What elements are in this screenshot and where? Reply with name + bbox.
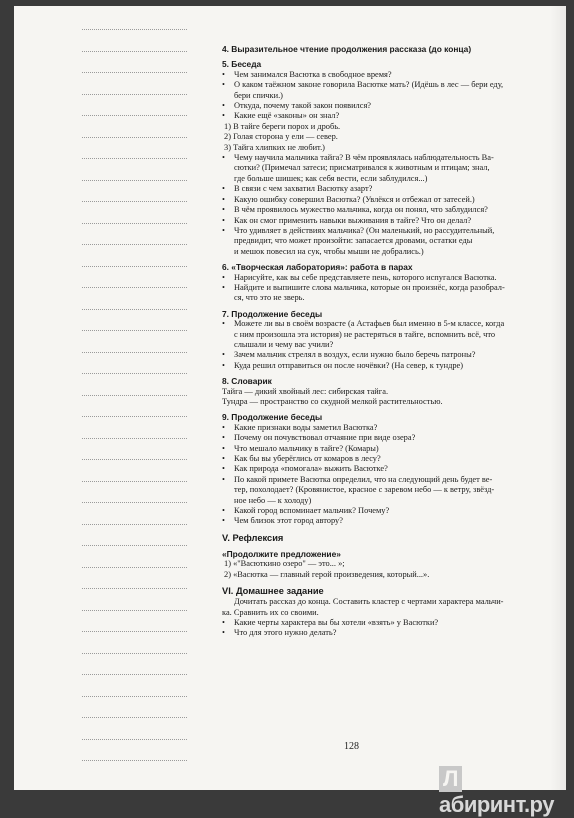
text-line: ка. Сравнить их со своими. — [222, 607, 319, 617]
text-line: 2) Голая сторона у ели — север. — [224, 132, 338, 142]
margin-line — [82, 523, 187, 525]
question-item: • В чём проявилось мужество мальчика, когда он понял, что заблудился? — [222, 205, 574, 215]
section-5-title: 5. Беседа — [222, 59, 262, 70]
section-8-title: 8. Словарик — [222, 376, 272, 387]
margin-line — [82, 566, 187, 568]
question-item: • Какие ещё «законы» он знал? — [222, 111, 574, 121]
section-v-subtitle: «Продолжите предложение» — [222, 548, 341, 559]
margin-line — [82, 437, 187, 439]
text-line: 1) «"Васюткино озеро" — это... »; — [224, 559, 345, 569]
question-item: • Можете ли вы в своём возрасте (а Астафьев был именно в 5-м классе, когда — [222, 319, 574, 329]
margin-line — [82, 243, 187, 245]
margin-line — [82, 157, 187, 159]
text-line: 3) Тайга хлипких не любит.) — [224, 142, 325, 152]
text-line: Тайга — дикий хвойный лес: сибирская тайга. — [222, 386, 389, 396]
margin-line — [82, 136, 187, 138]
watermark-text: абиринт.ру — [439, 792, 554, 817]
question-item: • Чему научила мальчика тайга? В чём проявлялась наблюдательность Ва- — [222, 153, 574, 163]
margin-line — [82, 587, 187, 589]
margin-line — [82, 695, 187, 697]
text-line: с ним произошла эта история) не растеряться в тайге, вспомнить всё, что — [234, 329, 496, 339]
section-6-title: 6. «Творческая лаборатория»: работа в парах — [222, 262, 413, 273]
question-item: • Что удивляет в действиях мальчика? (Он маленький, но рассудительный, — [222, 226, 574, 236]
question-item: • Как природа «помогала» выжить Васютке? — [222, 464, 574, 474]
text-line: бери спички.) — [234, 90, 283, 100]
text-line: Тундра — пространство со скудной мелкой растительностью. — [222, 397, 443, 406]
margin-line — [82, 738, 187, 740]
text-line: ся, что это не зверь. — [234, 293, 305, 303]
page-number: 128 — [344, 741, 359, 752]
question-item: • Чем занимался Васютка в свободное время? — [222, 70, 574, 80]
margin-line — [82, 501, 187, 503]
margin-line — [82, 93, 187, 95]
section-vi-title: VI. Домашнее задание — [222, 586, 324, 597]
section-9-title: 9. Продолжение беседы — [222, 412, 323, 423]
section-9-body — [222, 423, 574, 527]
margin-line — [82, 480, 187, 482]
margin-line — [82, 630, 187, 632]
text-line: и мешок повесил на сук, чтобы мыши не добрались.) — [234, 246, 424, 256]
margin-line — [82, 544, 187, 546]
margin-line — [82, 458, 187, 460]
margin-line — [82, 222, 187, 224]
text-line: предвидит, что может произойти: запасается дровами, остатки еды — [234, 236, 473, 246]
book-page — [14, 6, 566, 817]
question-item: • Как бы вы уберёглись от комаров в лесу? — [222, 454, 574, 464]
question-item: • Куда решил отправиться он после ночёвки? (На север, к тундре) — [222, 361, 574, 371]
notes-margin — [82, 28, 187, 781]
question-item: • Какую ошибку совершил Васютка? (Увлёкся и отбежал от затесей.) — [222, 195, 574, 205]
margin-line — [82, 265, 187, 267]
question-item: • Почему он почувствовал отчаяние при виде озера? — [222, 433, 574, 443]
margin-line — [82, 28, 187, 30]
margin-line — [82, 394, 187, 396]
question-item: • Зачем мальчик стрелял в воздух, если нужно было беречь патроны? — [222, 350, 574, 360]
section-4-title: 4. Выразительное чтение продолжения рассказа (до конца) — [222, 44, 472, 54]
margin-line — [82, 114, 187, 116]
margin-line — [82, 415, 187, 417]
question-item: • Нарисуйте, как вы себе представляете пень, которого испугался Васютка. — [222, 273, 574, 283]
question-item: • Как он смог применить навыки выживания в тайге? Что он делал? — [222, 216, 574, 226]
margin-line — [82, 71, 187, 73]
text-line: слышали и чему вас учили? — [234, 339, 334, 349]
margin-line — [82, 716, 187, 718]
margin-line — [82, 652, 187, 654]
watermark-logo-letter: Л — [439, 766, 462, 792]
watermark — [439, 766, 566, 818]
text-line: Дочитать рассказ до конца. Составить кластер с чертами характера мальчи- — [234, 597, 504, 607]
section-5-body — [222, 70, 574, 257]
question-item: • О каком таёжном законе говорила Васютке мать? (Идёшь в лес — бери еду, — [222, 80, 574, 90]
margin-line — [82, 372, 187, 374]
margin-line — [82, 286, 187, 288]
question-item: • Чем близок этот город автору? — [222, 516, 574, 526]
text-line: где больше шишек; как себя вести, если заблудился...) — [234, 173, 428, 183]
section-vi-body — [222, 597, 574, 639]
section-8-body — [222, 387, 574, 408]
section-v-title: V. Рефлексия — [222, 532, 284, 543]
question-item: • В связи с чем захватил Васютку азарт? — [222, 184, 574, 194]
margin-line — [82, 200, 187, 202]
margin-line — [82, 351, 187, 353]
section-v-body — [222, 559, 574, 580]
question-item: • Что для этого нужно делать? — [222, 628, 574, 638]
page-edge-shadow — [550, 6, 566, 790]
question-item: • Найдите и выпишите слова мальчика, которые он произнёс, когда разобрал- — [222, 283, 574, 293]
question-item: • По какой примете Васютка определил, что на следующий день будет ве- — [222, 475, 574, 485]
margin-line — [82, 329, 187, 331]
margin-line — [82, 609, 187, 611]
margin-line — [82, 179, 187, 181]
margin-line — [82, 50, 187, 52]
text-line: ное небо — к холоду) — [234, 495, 312, 505]
section-6-body — [222, 273, 574, 304]
question-item: • Какой город вспоминает мальчик? Почему? — [222, 506, 574, 516]
margin-line — [82, 308, 187, 310]
section-7-body — [222, 319, 574, 371]
text-line: тер, похолодает? (Кровянистое, красное с заревом небо — к ветру, звёзд- — [234, 485, 495, 495]
page-content — [222, 44, 574, 639]
margin-line — [82, 759, 187, 761]
section-7-title: 7. Продолжение беседы — [222, 308, 323, 319]
question-item: • Что мешало мальчику в тайге? (Комары) — [222, 444, 574, 454]
margin-line — [82, 673, 187, 675]
text-line: 2) «Васютка — главный герой произведения, который...». — [224, 569, 430, 579]
text-line: сютки? (Примечал затеси; присматривался к животным и птицам; знал, — [234, 163, 490, 173]
question-item: • Откуда, почему такой закон появился? — [222, 101, 574, 111]
text-line: 1) В тайге береги порох и дробь. — [224, 121, 341, 131]
question-item: • Какие черты характера вы бы хотели «взять» у Васютки? — [222, 618, 574, 628]
question-item: • Какие признаки воды заметил Васютка? — [222, 423, 574, 433]
